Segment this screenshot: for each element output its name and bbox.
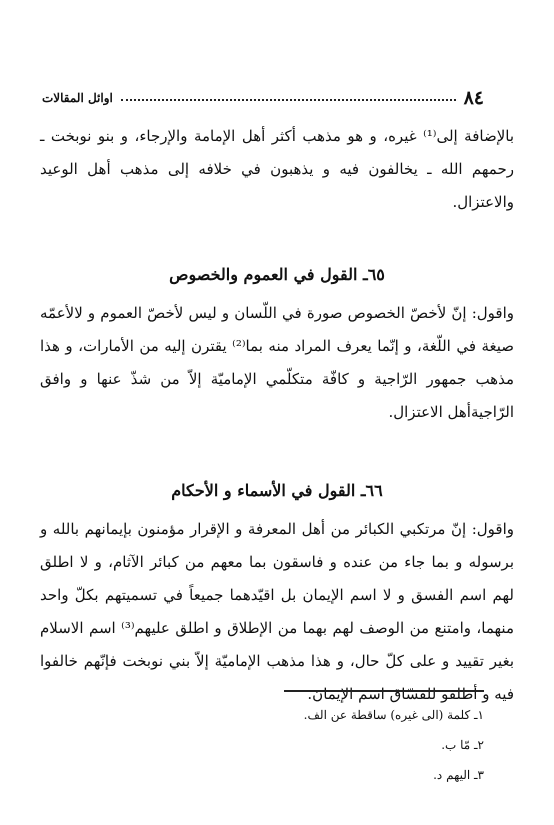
header-leader-dots <box>121 99 456 101</box>
footnote-3: ٣ـ اليهم د. <box>433 768 484 782</box>
section-heading-66: ٦٦ـ القول في الأسماء و الأحكام <box>171 481 383 500</box>
main-text <box>40 120 514 711</box>
paragraph-names-rulings: واقول: إنّ مرتكبي الكبائر من أهل المعرفة و الإقرار مؤمنون بإيمانهم بالله و برسوله و بما جاء من عنده و فاسقون بما معهم من كبائر الآثام، و لا اطلق لهم اسم الفسق و لا اسم الإيمان بل اقيّدهما جميعاً في تسميتهم بكلّ واحد منهما، وامتنع من الوصف لهم بهما من الإطلاق و اطلق عليهم⁽³⁾ اسم الاسلام بغير تقييد و على كلّ حال، و هذا مذهب الإماميّة إلاّ بني نوبخت فإنّهم خالفوا فيه و أطلقو للفسّاق اسم الإيمان. <box>40 520 514 703</box>
paragraph-generality-specificity: واقول: إنّ لأخصّ الخصوص صورة في اللّسان و ليس لأخصّ العموم و لالأعمّه صيغة في اللّغة، و إنّما يعرف المراد منه بما⁽²⁾ يقترن إليه من الأمارات، و هذا مذهب جمهور الرّاجية و كافّة متكلّمي الإماميّة إلاّ من شذّ عنها و وافق الرّاجيةأهل الاعتزال. <box>40 304 515 421</box>
section-heading-65: ٦٥ـ القول في العموم والخصوص <box>169 265 385 284</box>
footnote-separator <box>284 690 484 692</box>
page-number: ٨٤ <box>463 87 484 109</box>
book-title: اوائل المقالات <box>42 91 113 105</box>
paragraph-continued: بالإضافة إلى⁽¹⁾ غيره، و هو مذهب أكثر أهل الإمامة والإرجاء، و بنو نوبخت ـ رحمهم الله ـ يخالفون فيه و يذهبون في خلافه إلى مذهب أهل الوعيد والاعتزال. <box>40 127 514 211</box>
footnotes <box>40 700 484 790</box>
running-header <box>42 86 484 110</box>
spacer <box>40 219 514 259</box>
spacer <box>40 429 514 475</box>
footnote-1: ١ـ كلمة (الى غيره) ساقطة عن الف. <box>303 708 484 722</box>
footnote-2: ٢ـ مّا ب. <box>441 738 484 752</box>
